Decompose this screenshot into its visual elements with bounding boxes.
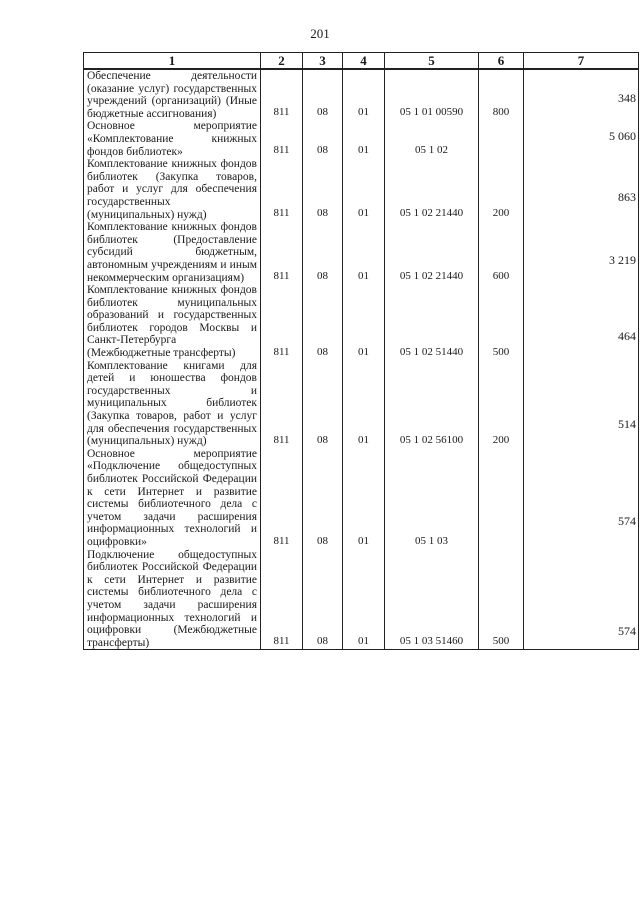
row-section-cell: 08 bbox=[303, 221, 343, 284]
row-grbs-cell: 811 bbox=[261, 221, 303, 284]
amount-value: 3 219 bbox=[609, 253, 636, 268]
row-amount-cell bbox=[524, 69, 639, 120]
row-subsection-cell: 01 bbox=[343, 284, 385, 360]
table-row bbox=[84, 158, 639, 221]
row-target-article-cell: 05 1 03 51460 bbox=[385, 549, 479, 650]
row-expense-type-cell: 600 bbox=[479, 221, 524, 284]
row-grbs-cell: 811 bbox=[261, 120, 303, 158]
row-amount-cell bbox=[524, 158, 639, 221]
column-header: 7 bbox=[524, 53, 639, 70]
table-row bbox=[84, 284, 639, 360]
row-section-cell: 08 bbox=[303, 360, 343, 448]
row-subsection-cell: 01 bbox=[343, 549, 385, 650]
row-grbs-cell: 811 bbox=[261, 69, 303, 120]
row-expense-type-cell: 200 bbox=[479, 360, 524, 448]
row-section-cell: 08 bbox=[303, 120, 343, 158]
budget-table bbox=[83, 52, 639, 650]
row-section-cell: 08 bbox=[303, 158, 343, 221]
row-expense-type-cell bbox=[479, 120, 524, 158]
column-header: 3 bbox=[303, 53, 343, 70]
table-row bbox=[84, 120, 639, 158]
row-expense-type-cell bbox=[479, 448, 524, 549]
amount-value: 5 060 bbox=[609, 129, 636, 144]
row-subsection-cell: 01 bbox=[343, 360, 385, 448]
row-name-cell: Основное мероприятие «Комплектование книжных фондов библиотек» bbox=[84, 120, 261, 158]
row-subsection-cell: 01 bbox=[343, 120, 385, 158]
row-name-cell: Комплектование книжных фондов библиотек муниципальных образований и государственных библиотек городов Москвы и Санкт-Петербурга (Межбюджетные трансферты) bbox=[84, 284, 261, 360]
row-name-cell: Основное мероприятие «Подключение общедоступных библиотек Российской Федерации к сети Интернет и развитие системы библиотечного дела с учетом задачи расширения информационных технологий и оцифровки» bbox=[84, 448, 261, 549]
table-row bbox=[84, 69, 639, 120]
row-name-cell: Подключение общедоступных библиотек Российской Федерации к сети Интернет и развитие системы библиотечного дела с учетом задачи расширения информационных технологий и оцифровки (Межбюджетные трансферты) bbox=[84, 549, 261, 650]
row-amount-cell bbox=[524, 284, 639, 360]
table-header-row bbox=[84, 53, 639, 70]
row-name-cell: Комплектование книжных фондов библиотек (Предоставление субсидий бюджетным, автономным учреждениям и иным некоммерческим организациям) bbox=[84, 221, 261, 284]
row-amount-cell bbox=[524, 448, 639, 549]
amount-value: 514 bbox=[618, 416, 636, 431]
row-name-cell: Обеспечение деятельности (оказание услуг) государственных учреждений (организаций) (Иные бюджетные ассигнования) bbox=[84, 69, 261, 120]
row-grbs-cell: 811 bbox=[261, 360, 303, 448]
table-row bbox=[84, 448, 639, 549]
row-grbs-cell: 811 bbox=[261, 158, 303, 221]
column-header: 1 bbox=[84, 53, 261, 70]
row-name-cell: Комплектование книгами для детей и юношества фондов государственных и муниципальных библиотек (Закупка товаров, работ и услуг для обеспечения государственных (муниципальных) нужд) bbox=[84, 360, 261, 448]
row-target-article-cell: 05 1 02 21440 bbox=[385, 221, 479, 284]
row-subsection-cell: 01 bbox=[343, 158, 385, 221]
row-name-cell: Комплектование книжных фондов библиотек (Закупка товаров, работ и услуг для обеспечения государственных (муниципальных) нужд) bbox=[84, 158, 261, 221]
row-amount-cell bbox=[524, 221, 639, 284]
row-amount-cell bbox=[524, 360, 639, 448]
page-number: 201 bbox=[310, 26, 330, 41]
row-target-article-cell: 05 1 03 bbox=[385, 448, 479, 549]
table-row bbox=[84, 360, 639, 448]
column-header: 5 bbox=[385, 53, 479, 70]
column-header: 2 bbox=[261, 53, 303, 70]
row-target-article-cell: 05 1 01 00590 bbox=[385, 69, 479, 120]
row-target-article-cell: 05 1 02 56100 bbox=[385, 360, 479, 448]
row-subsection-cell: 01 bbox=[343, 221, 385, 284]
column-header: 6 bbox=[479, 53, 524, 70]
column-header: 4 bbox=[343, 53, 385, 70]
row-amount-cell bbox=[524, 120, 639, 158]
row-section-cell: 08 bbox=[303, 448, 343, 549]
table-row bbox=[84, 549, 639, 650]
row-subsection-cell: 01 bbox=[343, 69, 385, 120]
row-section-cell: 08 bbox=[303, 69, 343, 120]
row-grbs-cell: 811 bbox=[261, 284, 303, 360]
row-amount-cell bbox=[524, 549, 639, 650]
row-grbs-cell: 811 bbox=[261, 448, 303, 549]
row-target-article-cell: 05 1 02 bbox=[385, 120, 479, 158]
row-section-cell: 08 bbox=[303, 549, 343, 650]
row-subsection-cell: 01 bbox=[343, 448, 385, 549]
amount-value: 464 bbox=[618, 328, 636, 343]
amount-value: 863 bbox=[618, 190, 636, 205]
row-target-article-cell: 05 1 02 51440 bbox=[385, 284, 479, 360]
row-expense-type-cell: 500 bbox=[479, 549, 524, 650]
amount-value: 348 bbox=[618, 91, 636, 106]
row-expense-type-cell: 500 bbox=[479, 284, 524, 360]
row-expense-type-cell: 800 bbox=[479, 69, 524, 120]
amount-value: 574 bbox=[618, 513, 636, 528]
amount-value: 574 bbox=[618, 624, 636, 639]
row-expense-type-cell: 200 bbox=[479, 158, 524, 221]
row-target-article-cell: 05 1 02 21440 bbox=[385, 158, 479, 221]
row-section-cell: 08 bbox=[303, 284, 343, 360]
table-row bbox=[84, 221, 639, 284]
row-grbs-cell: 811 bbox=[261, 549, 303, 650]
